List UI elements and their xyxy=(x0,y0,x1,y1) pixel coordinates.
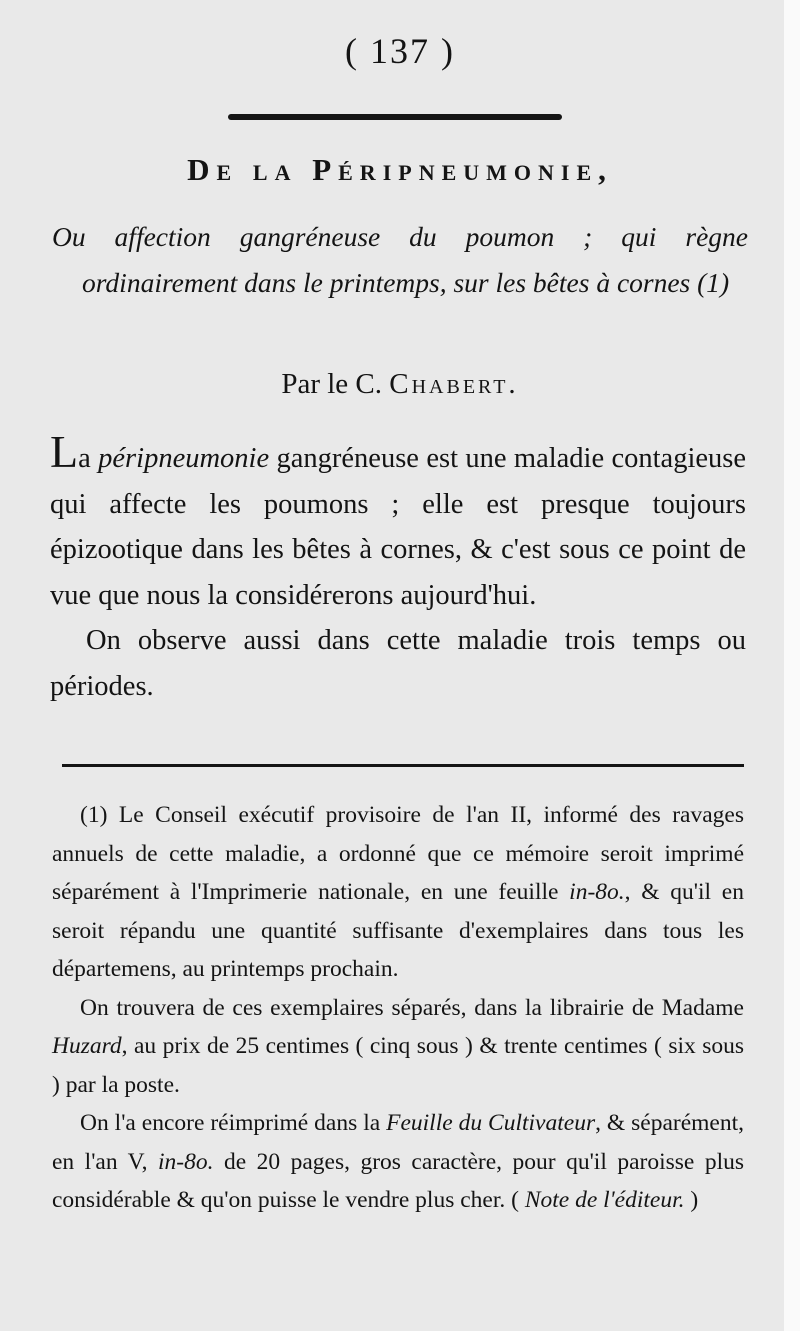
publisher-name: Huzard xyxy=(52,1033,122,1059)
paragraph-1-text: gangréneuse est une maladie contagieuse qui affecte les poumons ; elle est presque toujours épizootique dans les bêtes à cornes, & c'est sous ce point de vue que nous la considérerons aujourd'hui. xyxy=(50,443,747,611)
page-number: ( 137 ) xyxy=(345,31,455,71)
footnote-3-text-c: de 20 pages, gros caractère, pour qu'il paroisse plus considérable & qu'on puisse le vendre plus cher. ( xyxy=(52,1148,744,1213)
chapter-subtitle xyxy=(52,214,748,306)
editor-note: Note de l'éditeur. xyxy=(524,1187,685,1213)
format-term: in-8o. xyxy=(569,879,625,905)
footnote-paragraph-1 xyxy=(52,796,744,989)
footnote-1-text-b: , & qu'il en seroit répandu une quantité suffisante d'exemplaires dans tous les départemens, au printemps prochain. xyxy=(52,879,744,982)
footnote-paragraph-3 xyxy=(52,1104,744,1220)
footnote-1-text-a: (1) Le Conseil exécutif provisoire de l'an II, informé des ravages annuels de cette maladie, a ordonné que ce mémoire seroit imprimé séparément à l'Imprimerie nationale, en une feuille xyxy=(52,802,744,905)
footnote-paragraph-2 xyxy=(52,989,744,1105)
main-text xyxy=(50,426,747,709)
subtitle-line-3: à cornes (1) xyxy=(596,267,730,298)
footnote-rule xyxy=(62,764,744,767)
subtitle-text xyxy=(52,214,748,306)
footnote xyxy=(52,796,744,1220)
paragraph-2: On observe aussi dans cette maladie trois temps ou périodes. xyxy=(50,625,746,702)
subtitle-line-2: ordinairement dans le printemps, sur les bêtes xyxy=(82,267,590,298)
author-name: Chabert. xyxy=(389,368,519,400)
byline-prefix: Par le C. xyxy=(281,368,383,400)
format-term-2: in-8o. xyxy=(157,1148,214,1175)
drop-word: La xyxy=(50,426,91,477)
journal-title: Feuille du Cultivateur xyxy=(386,1110,596,1136)
header-rule xyxy=(228,114,562,120)
footnote-3-text-a: On l'a encore réimprimé dans la xyxy=(80,1110,381,1136)
footnote-2-text-b: , au prix de 25 centimes ( cinq sous ) & trente centimes ( six sous ) par la poste. xyxy=(52,1033,744,1098)
chapter-title: De la Péripneumonie, xyxy=(187,152,613,187)
footnote-2-text-a: On trouvera de ces exemplaires séparés, dans la librairie de Madame xyxy=(80,994,744,1021)
footnote-3-text-b: , & séparément, en l'an V, xyxy=(52,1110,745,1175)
author-byline xyxy=(0,368,800,401)
paragraph-1 xyxy=(50,426,747,618)
page-edge xyxy=(784,0,800,1331)
italic-term: péripneumonie xyxy=(98,443,270,474)
footnote-3-close: ) xyxy=(690,1187,699,1213)
subtitle-line-1: Ou affection gangréneuse du poumon ; qui règne xyxy=(52,221,748,252)
